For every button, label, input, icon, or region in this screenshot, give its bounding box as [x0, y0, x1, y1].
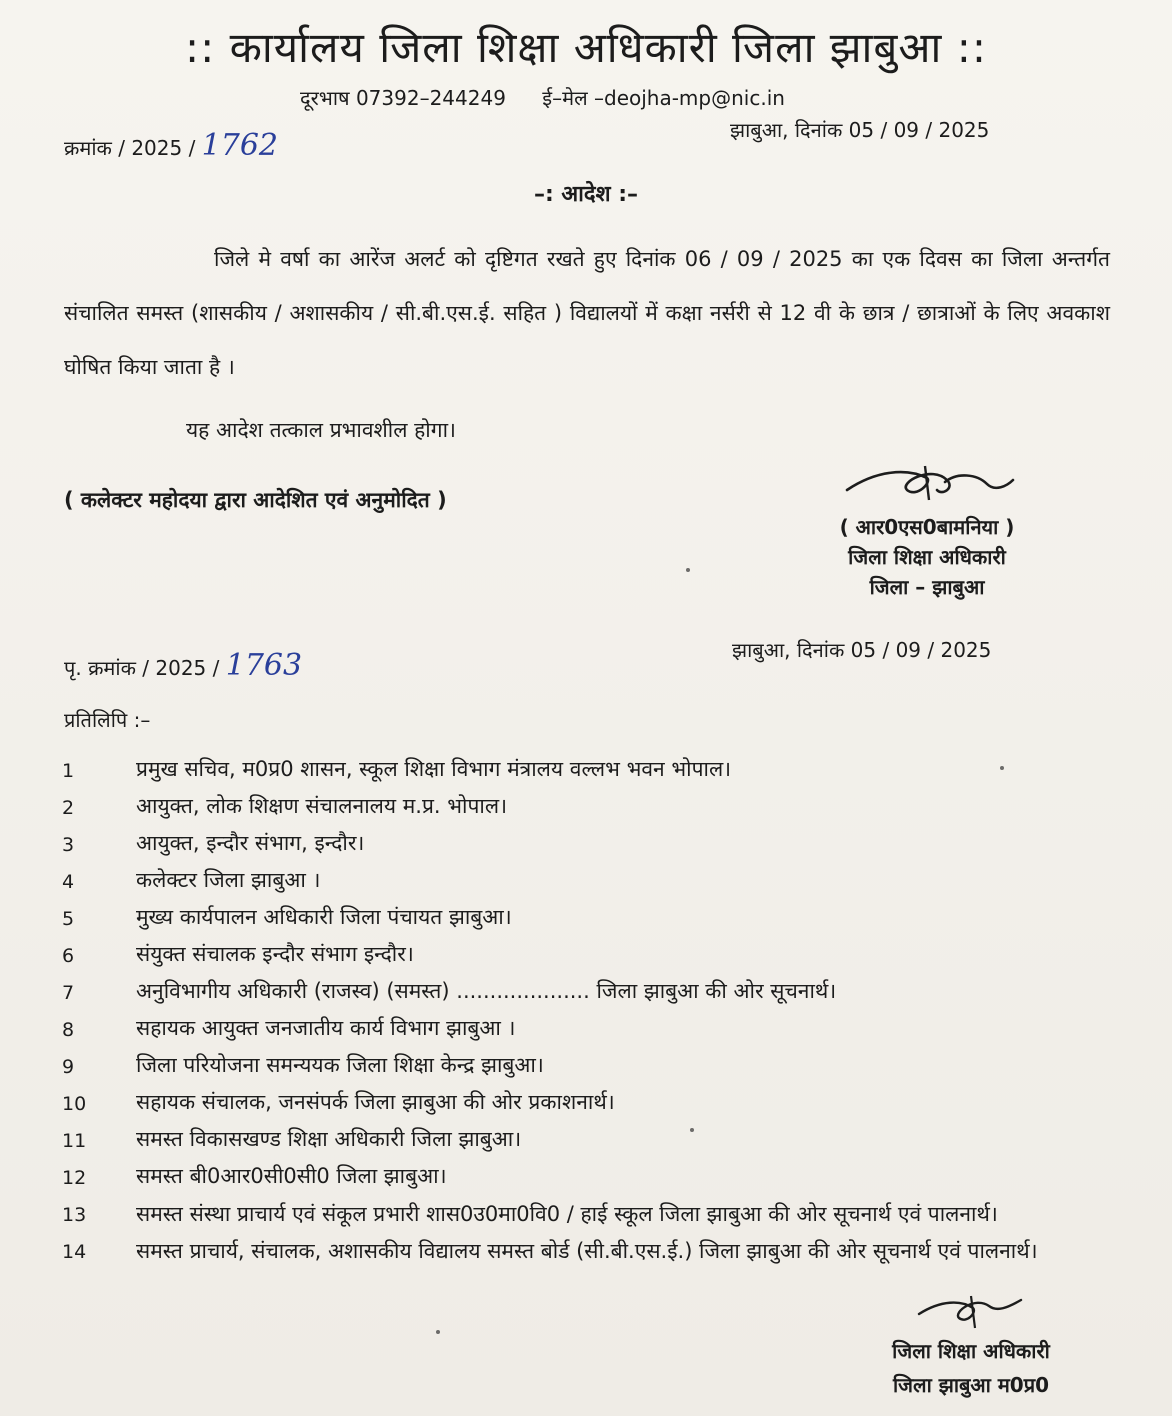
- scan-speck: [686, 568, 690, 572]
- email-address: ई–मेल –deojha-mp@nic.in: [542, 86, 785, 110]
- item-number: 12: [62, 1167, 87, 1189]
- item-number: 13: [62, 1204, 87, 1226]
- office-title: :: कार्यालय जिला शिक्षा अधिकारी जिला झाबुआ ::: [184, 23, 987, 72]
- item-text: प्रमुख सचिव, म0प्र0 शासन, स्कूल शिक्षा विभाग मंत्रालय वल्लभ भवन भोपाल।: [136, 757, 732, 781]
- list-item: [62, 1159, 1132, 1196]
- copy-heading: प्रतिलिपि :–: [64, 708, 151, 732]
- recipient-list: [62, 752, 1132, 1270]
- signature-mark: [911, 1292, 1031, 1332]
- list-item: [62, 752, 1132, 789]
- order-heading: –: आदेश :–: [533, 182, 639, 207]
- item-number: 2: [62, 797, 75, 819]
- approval-note: ( कलेक्टर महोदया द्वारा आदेशित एवं अनुमोदित ): [64, 488, 447, 512]
- item-text: संयुक्त संचालक इन्दौर संभाग इन्दौर।: [136, 942, 414, 966]
- list-item: [62, 1233, 1132, 1270]
- list-item: [62, 826, 1132, 863]
- list-item: [62, 1085, 1132, 1122]
- item-text: आयुक्त, इन्दौर संभाग, इन्दौर।: [136, 831, 365, 855]
- order-ref-number: 1762: [201, 128, 279, 163]
- list-item: [62, 1122, 1132, 1159]
- contact-line: [300, 84, 785, 111]
- list-item: [62, 937, 1132, 974]
- item-text: समस्त संस्था प्राचार्य एवं संकूल प्रभारी शास0उ0मा0वि0 / हाई स्कूल जिला झाबुआ की ओर सूचनार्थ एवं पालनार्थ।: [136, 1202, 998, 1226]
- endorsement-place-date: झाबुआ, दिनांक 05 / 09 / 2025: [732, 638, 992, 662]
- signatory-title-2: जिला शिक्षा अधिकारी: [892, 1339, 1050, 1363]
- item-number: 3: [62, 834, 75, 856]
- item-text: कलेक्टर जिला झाबुआ ।: [136, 868, 321, 892]
- scan-speck: [436, 1330, 440, 1334]
- item-text: समस्त विकासखण्ड शिक्षा अधिकारी जिला झाबुआ।: [136, 1127, 522, 1151]
- endorsement-ref-prefix: पृ. क्रमांक / 2025 /: [64, 656, 220, 680]
- item-number: 11: [62, 1130, 87, 1152]
- order-effect: यह आदेश तत्काल प्रभावशील होगा।: [186, 418, 456, 442]
- item-number: 14: [62, 1241, 87, 1263]
- signatory-district-2: जिला झाबुआ म0प्र0: [892, 1373, 1050, 1397]
- item-text: सहायक संचालक, जनसंपर्क जिला झाबुआ की ओर प्रकाशनार्थ।: [136, 1090, 615, 1114]
- item-text: अनुविभागीय अधिकारी (राजस्व) (समस्त) .................... जिला झाबुआ की ओर सूचनार्थ।: [136, 979, 837, 1003]
- item-text: मुख्य कार्यपालन अधिकारी जिला पंचायत झाबुआ।: [136, 905, 512, 929]
- item-number: 4: [62, 871, 75, 893]
- endorsement-reference: [64, 648, 302, 683]
- list-item: [62, 863, 1132, 900]
- item-text: सहायक आयुक्त जनजातीय कार्य विभाग झाबुआ ।: [136, 1016, 516, 1040]
- order-body-text: जिले मे वर्षा का आरेंज अलर्ट को दृष्टिगत रखते हुए दिनांक 06 / 09 / 2025 का एक दिवस का जिला अन्तर्गत संचालित समस्त (शासकीय / अशासकीय / सी.बी.एस.ई. सहित ) विद्यालयों में कक्षा नर्सरी से 12 वी के छात्र / छात्राओं के लिए अवकाश घोषित किया जाता है ।: [64, 247, 1110, 379]
- scan-speck: [690, 1128, 694, 1132]
- signatory-title: जिला शिक्षा अधिकारी: [848, 545, 1006, 569]
- item-text: समस्त बी0आर0सी0सी0 जिला झाबुआ।: [136, 1164, 447, 1188]
- item-number: 7: [62, 982, 75, 1004]
- item-number: 5: [62, 908, 75, 930]
- signatory-name: ( आर0एस0बामनिया ): [839, 515, 1015, 539]
- list-item: [62, 1196, 1132, 1233]
- list-item: [62, 974, 1132, 1011]
- item-text: आयुक्त, लोक शिक्षण संचालनालय म.प्र. भोपाल।: [136, 794, 508, 818]
- signature-mark: [837, 460, 1017, 510]
- endorsement-ref-number: 1763: [225, 648, 303, 683]
- list-item: [62, 789, 1132, 826]
- item-number: 9: [62, 1056, 75, 1078]
- item-number: 1: [62, 760, 75, 782]
- list-item: [62, 1048, 1132, 1085]
- item-number: 8: [62, 1019, 75, 1041]
- item-text: समस्त प्राचार्य, संचालक, अशासकीय विद्यालय समस्त बोर्ड (सी.बी.एस.ई.) जिला झाबुआ की ओर सूचनार्थ एवं पालनार्थ।: [136, 1239, 1038, 1263]
- list-item: [62, 1011, 1132, 1048]
- order-body: [64, 232, 1110, 394]
- item-text: जिला परियोजना समन्ययक जिला शिक्षा केन्द्र झाबुआ।: [136, 1053, 544, 1077]
- item-number: 10: [62, 1093, 87, 1115]
- phone-number: दूरभाष 07392–244249: [300, 86, 506, 110]
- order-signature-block: [812, 460, 1042, 602]
- order-reference: [64, 128, 278, 163]
- endorsement-signature-block: [836, 1292, 1106, 1402]
- signatory-district: जिला – झाबुआ: [869, 575, 985, 599]
- item-number: 6: [62, 945, 75, 967]
- order-place-date: झाबुआ, दिनांक 05 / 09 / 2025: [730, 118, 990, 142]
- scan-speck: [1000, 766, 1004, 770]
- list-item: [62, 900, 1132, 937]
- order-ref-prefix: क्रमांक / 2025 /: [64, 136, 196, 160]
